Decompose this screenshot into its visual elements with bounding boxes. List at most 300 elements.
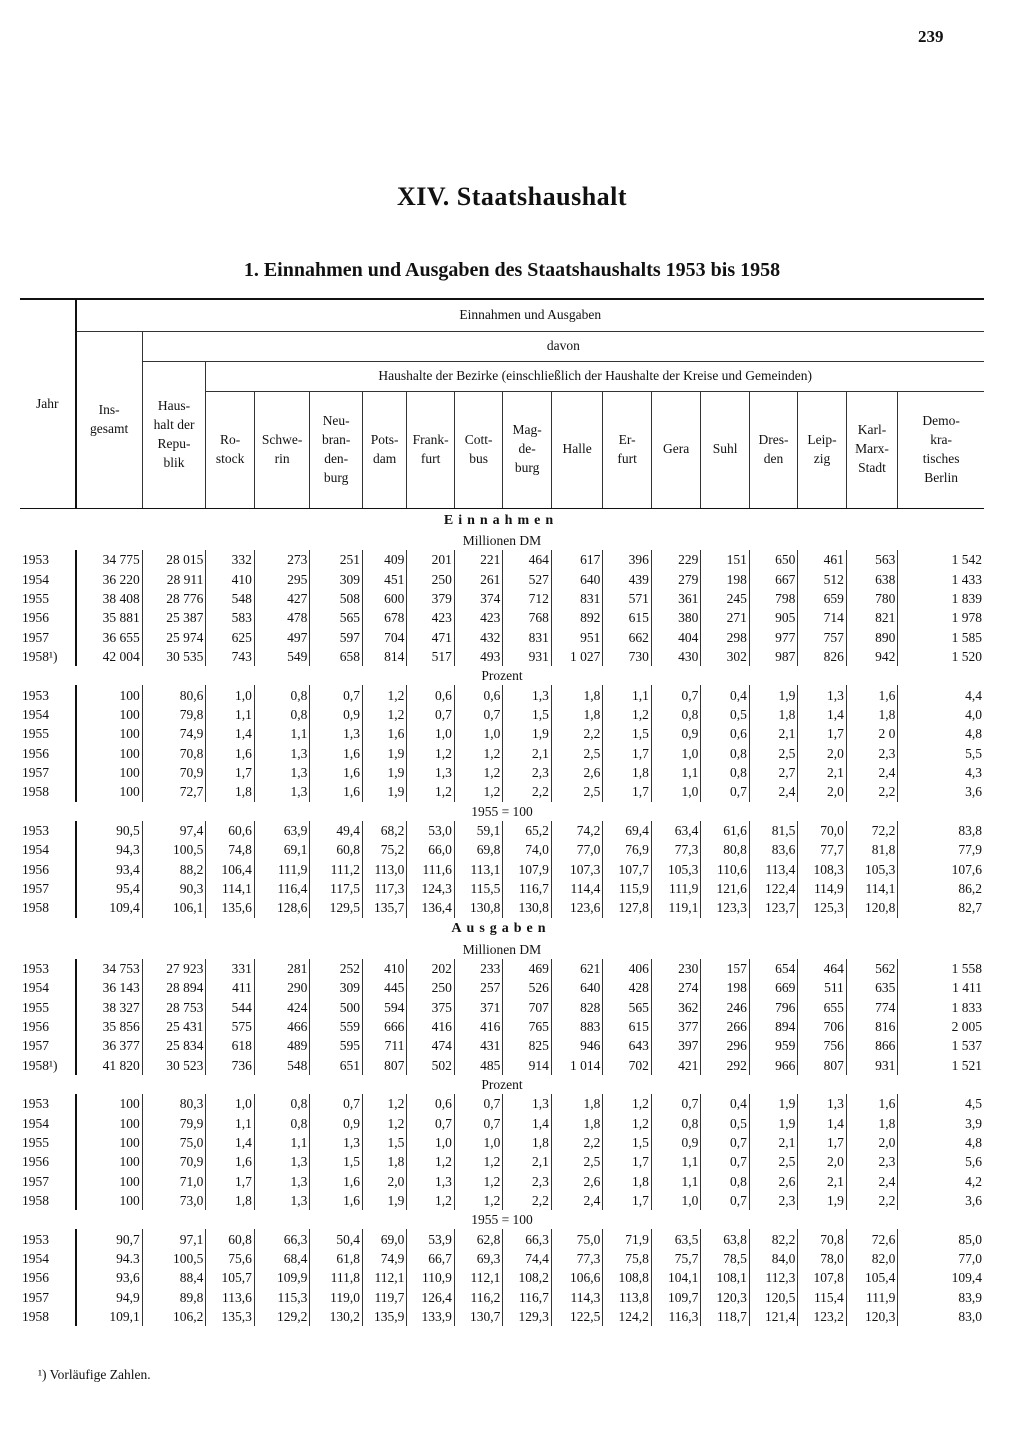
value-cell: 2,1 (749, 724, 797, 743)
value-cell: 70,8 (142, 744, 206, 763)
value-cell: 116,3 (651, 1307, 701, 1326)
value-cell: 105,3 (846, 859, 898, 878)
header-col-rostock: Ro- stock (206, 391, 254, 508)
value-cell: 2,1 (749, 1133, 797, 1152)
value-cell: 0,8 (254, 705, 310, 724)
value-cell: 2,6 (749, 1172, 797, 1191)
value-cell: 245 (701, 589, 749, 608)
value-cell: 90,7 (76, 1229, 143, 1248)
value-cell: 4,0 (898, 705, 984, 724)
value-cell: 107,3 (551, 859, 603, 878)
value-cell: 113,6 (206, 1288, 254, 1307)
value-cell: 78,5 (701, 1249, 749, 1268)
value-cell: 1,1 (254, 1133, 310, 1152)
value-cell: 38 408 (76, 589, 143, 608)
value-cell: 116,7 (503, 879, 551, 898)
value-cell: 296 (701, 1036, 749, 1055)
value-cell: 374 (454, 589, 502, 608)
value-cell: 83,8 (898, 821, 984, 840)
value-cell: 116,4 (254, 879, 310, 898)
value-cell: 130,8 (503, 898, 551, 917)
year-cell: 1955 (22, 726, 49, 742)
value-cell: 594 (362, 997, 406, 1016)
value-cell: 295 (254, 569, 310, 588)
value-cell: 2,4 (846, 1172, 898, 1191)
value-cell: 130,2 (310, 1307, 363, 1326)
value-cell: 0,6 (701, 724, 749, 743)
value-cell: 714 (798, 608, 846, 627)
value-cell: 512 (798, 569, 846, 588)
value-cell: 70,9 (142, 763, 206, 782)
year-cell: 1958 (22, 1309, 49, 1325)
value-cell: 2 0 (846, 724, 898, 743)
value-cell: 730 (603, 647, 651, 666)
value-cell: 2,2 (551, 724, 603, 743)
value-cell: 1,3 (503, 1094, 551, 1113)
value-cell: 34 775 (76, 550, 143, 569)
value-cell: 77,3 (551, 1249, 603, 1268)
value-cell: 1,1 (603, 685, 651, 704)
value-cell: 640 (551, 569, 603, 588)
value-cell: 28 894 (142, 978, 206, 997)
value-cell: 774 (846, 997, 898, 1016)
value-cell: 62,8 (454, 1229, 502, 1248)
value-cell: 621 (551, 959, 603, 978)
value-cell: 120,8 (846, 898, 898, 917)
value-cell: 112,1 (454, 1268, 502, 1287)
value-cell: 1,9 (362, 782, 406, 801)
value-cell: 135,7 (362, 898, 406, 917)
value-cell: 121,6 (701, 879, 749, 898)
value-cell: 28 776 (142, 589, 206, 608)
value-cell: 69,4 (603, 821, 651, 840)
value-cell: 114,9 (798, 879, 846, 898)
value-cell: 25 974 (142, 628, 206, 647)
value-cell: 814 (362, 647, 406, 666)
value-cell: 497 (254, 628, 310, 647)
value-cell: 97,1 (142, 1229, 206, 1248)
value-cell: 946 (551, 1036, 603, 1055)
value-cell: 75,7 (651, 1249, 701, 1268)
table-row (20, 997, 984, 1016)
value-cell: 36 220 (76, 569, 143, 588)
value-cell: 0,8 (651, 705, 701, 724)
value-cell: 109,1 (76, 1307, 143, 1326)
value-cell: 83,6 (749, 840, 797, 859)
table-row (20, 1152, 984, 1171)
value-cell: 549 (254, 647, 310, 666)
year-cell: 1956 (22, 610, 49, 626)
value-cell: 1,3 (254, 1191, 310, 1210)
value-cell: 987 (749, 647, 797, 666)
value-cell: 0,9 (310, 705, 363, 724)
value-cell: 2,2 (503, 1191, 551, 1210)
value-cell: 0,6 (407, 685, 454, 704)
value-cell: 113,1 (454, 859, 502, 878)
value-cell: 250 (407, 978, 454, 997)
value-cell: 825 (503, 1036, 551, 1055)
value-cell: 559 (310, 1017, 363, 1036)
value-cell: 86,2 (898, 879, 984, 898)
table-row (20, 1017, 984, 1036)
year-cell: 1956 (22, 1270, 49, 1286)
value-cell: 0,7 (651, 685, 701, 704)
value-cell: 816 (846, 1017, 898, 1036)
value-cell: 2,1 (503, 744, 551, 763)
value-cell: 4,2 (898, 1172, 984, 1191)
value-cell: 526 (503, 978, 551, 997)
value-cell: 1,7 (603, 782, 651, 801)
value-cell: 2,0 (798, 744, 846, 763)
value-cell: 75,2 (362, 840, 406, 859)
value-cell: 120,5 (749, 1288, 797, 1307)
value-cell: 157 (701, 959, 749, 978)
value-cell: 75,0 (142, 1133, 206, 1152)
value-cell: 1,3 (310, 1133, 363, 1152)
value-cell: 654 (749, 959, 797, 978)
table-row (20, 959, 984, 978)
value-cell: 0,8 (254, 685, 310, 704)
value-cell: 82,2 (749, 1229, 797, 1248)
value-cell: 114,1 (206, 879, 254, 898)
value-cell: 35 881 (76, 608, 143, 627)
value-cell: 3,6 (898, 1191, 984, 1210)
value-cell: 5,6 (898, 1152, 984, 1171)
value-cell: 59,1 (454, 821, 502, 840)
value-cell: 76,9 (603, 840, 651, 859)
unit-label: Prozent (481, 668, 523, 684)
year-cell: 1954 (22, 980, 49, 996)
value-cell: 1,1 (206, 1113, 254, 1132)
value-cell: 251 (310, 550, 363, 569)
table-row (20, 589, 984, 608)
value-cell: 63,9 (254, 821, 310, 840)
value-cell: 0,7 (454, 1094, 502, 1113)
year-cell: 1955 (22, 999, 49, 1015)
year-cell: 1955 (22, 590, 49, 606)
header-col-cottbus: Cott- bus (454, 391, 502, 508)
value-cell: 1,9 (798, 1191, 846, 1210)
value-cell: 493 (454, 647, 502, 666)
value-cell: 82,7 (898, 898, 984, 917)
value-cell: 428 (603, 978, 651, 997)
value-cell: 1,2 (362, 705, 406, 724)
table-row (20, 1094, 984, 1113)
value-cell: 666 (362, 1017, 406, 1036)
value-cell: 2,1 (798, 1172, 846, 1191)
value-cell: 93,4 (76, 859, 143, 878)
value-cell: 2,5 (551, 744, 603, 763)
value-cell: 74,2 (551, 821, 603, 840)
value-cell: 807 (362, 1056, 406, 1075)
value-cell: 77,7 (798, 840, 846, 859)
value-cell: 109,4 (898, 1268, 984, 1287)
value-cell: 563 (846, 550, 898, 569)
value-cell: 571 (603, 589, 651, 608)
table-title: 1. Einnahmen und Ausgaben des Staatshaushalts 1953 bis 1958 (243, 259, 781, 281)
value-cell: 1,6 (846, 685, 898, 704)
year-cell: 1953 (22, 1231, 49, 1247)
value-cell: 2,2 (846, 782, 898, 801)
value-cell: 74,0 (503, 840, 551, 859)
table-row (20, 569, 984, 588)
table-row (20, 1307, 984, 1326)
value-cell: 74,9 (362, 1249, 406, 1268)
value-cell: 1,2 (454, 782, 502, 801)
value-cell: 1,6 (362, 724, 406, 743)
value-cell: 36 655 (76, 628, 143, 647)
value-cell: 1,2 (454, 744, 502, 763)
value-cell: 617 (551, 550, 603, 569)
header-col-berlin: Demo- kra- tisches Berlin (898, 391, 984, 508)
value-cell: 1,1 (651, 763, 701, 782)
value-cell: 68,4 (254, 1249, 310, 1268)
value-cell: 565 (310, 608, 363, 627)
value-cell: 116,7 (503, 1288, 551, 1307)
value-cell: 0,7 (701, 782, 749, 801)
value-cell: 108,2 (503, 1268, 551, 1287)
value-cell: 1,5 (603, 1133, 651, 1152)
value-cell: 112,3 (749, 1268, 797, 1287)
value-cell: 1,2 (603, 1113, 651, 1132)
unit-label: Prozent (481, 1076, 523, 1092)
value-cell: 1,2 (362, 1113, 406, 1132)
value-cell: 1,3 (407, 763, 454, 782)
value-cell: 431 (454, 1036, 502, 1055)
value-cell: 74,9 (142, 724, 206, 743)
value-cell: 1,7 (603, 744, 651, 763)
value-cell: 1,9 (362, 744, 406, 763)
year-cell: 1956 (22, 861, 49, 877)
value-cell: 406 (603, 959, 651, 978)
value-cell: 397 (651, 1036, 701, 1055)
value-cell: 5,5 (898, 744, 984, 763)
value-cell: 27 923 (142, 959, 206, 978)
value-cell: 2,7 (749, 763, 797, 782)
value-cell: 100,5 (142, 1249, 206, 1268)
value-cell: 4,5 (898, 1094, 984, 1113)
value-cell: 828 (551, 997, 603, 1016)
year-cell: 1958 (22, 900, 49, 916)
value-cell: 2,3 (503, 763, 551, 782)
value-cell: 711 (362, 1036, 406, 1055)
value-cell: 1,3 (254, 744, 310, 763)
value-cell: 1,9 (749, 685, 797, 704)
value-cell: 97,4 (142, 821, 206, 840)
value-cell: 1 433 (898, 569, 984, 588)
header-col-insgesamt: Ins- gesamt (76, 331, 143, 508)
value-cell: 1,0 (454, 724, 502, 743)
year-cell: 1955 (22, 1134, 49, 1150)
value-cell: 63,4 (651, 821, 701, 840)
value-cell: 104,1 (651, 1268, 701, 1287)
value-cell: 1,8 (846, 705, 898, 724)
value-cell: 757 (798, 628, 846, 647)
value-cell: 3,6 (898, 782, 984, 801)
value-cell: 107,6 (898, 859, 984, 878)
value-cell: 53,0 (407, 821, 454, 840)
header-col-leipzig: Leip- zig (798, 391, 846, 508)
value-cell: 124,3 (407, 879, 454, 898)
value-cell: 80,6 (142, 685, 206, 704)
value-cell: 0,8 (254, 1113, 310, 1132)
table-row (20, 763, 984, 782)
value-cell: 100 (76, 744, 143, 763)
value-cell: 500 (310, 997, 363, 1016)
value-cell: 430 (651, 647, 701, 666)
value-cell: 635 (846, 978, 898, 997)
value-cell: 61,8 (310, 1249, 363, 1268)
value-cell: 100,5 (142, 840, 206, 859)
value-cell: 41 820 (76, 1056, 143, 1075)
header-davon: davon (142, 331, 984, 361)
value-cell: 1,1 (651, 1152, 701, 1171)
value-cell: 71,9 (603, 1229, 651, 1248)
value-cell: 80,3 (142, 1094, 206, 1113)
header-einnahmen-und-ausgaben: Einnahmen und Ausgaben (76, 300, 984, 331)
value-cell: 565 (603, 997, 651, 1016)
value-cell: 35 856 (76, 1017, 143, 1036)
value-cell: 1,9 (362, 1191, 406, 1210)
value-cell: 111,2 (310, 859, 363, 878)
value-cell: 119,0 (310, 1288, 363, 1307)
value-cell: 281 (254, 959, 310, 978)
value-cell: 466 (254, 1017, 310, 1036)
value-cell: 1,4 (206, 1133, 254, 1152)
value-cell: 50,4 (310, 1229, 363, 1248)
value-cell: 702 (603, 1056, 651, 1075)
footnote: ¹) Vorläufige Zahlen. (38, 1367, 151, 1382)
value-cell: 0,7 (651, 1094, 701, 1113)
value-cell: 1,7 (206, 763, 254, 782)
value-cell: 2,3 (749, 1191, 797, 1210)
value-cell: 704 (362, 628, 406, 647)
value-cell: 0,8 (701, 744, 749, 763)
value-cell: 332 (206, 550, 254, 569)
value-cell: 88,2 (142, 859, 206, 878)
value-cell: 423 (407, 608, 454, 627)
value-cell: 527 (503, 569, 551, 588)
value-cell: 511 (798, 978, 846, 997)
value-cell: 1,3 (407, 1172, 454, 1191)
value-cell: 108,3 (798, 859, 846, 878)
unit-row (20, 1210, 984, 1229)
unit-row (20, 1075, 984, 1094)
value-cell: 618 (206, 1036, 254, 1055)
value-cell: 84,0 (749, 1249, 797, 1268)
value-cell: 1,6 (310, 782, 363, 801)
value-cell: 118,7 (701, 1307, 749, 1326)
value-cell: 298 (701, 628, 749, 647)
page-number: 239 (918, 27, 944, 46)
value-cell: 121,4 (749, 1307, 797, 1326)
value-cell: 113,4 (749, 859, 797, 878)
value-cell: 1,6 (310, 1191, 363, 1210)
table-body (20, 509, 984, 1326)
value-cell: 471 (407, 628, 454, 647)
value-cell: 2,0 (362, 1172, 406, 1191)
data-table (20, 509, 984, 1326)
value-cell: 562 (846, 959, 898, 978)
value-cell: 1,0 (651, 744, 701, 763)
value-cell: 106,1 (142, 898, 206, 917)
table-row (20, 1191, 984, 1210)
value-cell: 72,2 (846, 821, 898, 840)
value-cell: 583 (206, 608, 254, 627)
value-cell: 129,3 (503, 1307, 551, 1326)
value-cell: 1,6 (846, 1094, 898, 1113)
value-cell: 309 (310, 978, 363, 997)
value-cell: 135,6 (206, 898, 254, 917)
section-title: Einnahmen (443, 512, 559, 528)
chapter-title: XIV. Staatshaushalt (396, 182, 628, 211)
value-cell: 94,3 (76, 840, 143, 859)
table-row (20, 647, 984, 666)
value-cell: 650 (749, 550, 797, 569)
value-cell: 128,6 (254, 898, 310, 917)
value-cell: 117,3 (362, 879, 406, 898)
value-cell: 379 (407, 589, 454, 608)
value-cell: 1,3 (254, 1172, 310, 1191)
value-cell: 0,7 (454, 1113, 502, 1132)
value-cell: 72,7 (142, 782, 206, 801)
value-cell: 135,9 (362, 1307, 406, 1326)
value-cell: 198 (701, 569, 749, 588)
value-cell: 100 (76, 685, 143, 704)
value-cell: 198 (701, 978, 749, 997)
value-cell: 1,2 (407, 744, 454, 763)
value-cell: 119,7 (362, 1288, 406, 1307)
section-title-row (20, 918, 984, 940)
value-cell: 796 (749, 997, 797, 1016)
value-cell: 72,6 (846, 1229, 898, 1248)
year-cell: 1957 (22, 765, 49, 781)
value-cell: 1,6 (310, 763, 363, 782)
value-cell: 100 (76, 1152, 143, 1171)
value-cell: 113,0 (362, 859, 406, 878)
year-cell: 1954 (22, 842, 49, 858)
value-cell: 411 (206, 978, 254, 997)
year-cell: 1958¹) (22, 1057, 58, 1073)
value-cell: 95,4 (76, 879, 143, 898)
value-cell: 780 (846, 589, 898, 608)
value-cell: 42 004 (76, 647, 143, 666)
value-cell: 1,1 (651, 1172, 701, 1191)
value-cell: 4,3 (898, 763, 984, 782)
value-cell: 0,9 (310, 1113, 363, 1132)
value-cell: 464 (503, 550, 551, 569)
table-row (20, 859, 984, 878)
value-cell: 331 (206, 959, 254, 978)
value-cell: 416 (454, 1017, 502, 1036)
value-cell: 221 (454, 550, 502, 569)
value-cell: 0,7 (407, 1113, 454, 1132)
value-cell: 266 (701, 1017, 749, 1036)
value-cell: 0,7 (701, 1191, 749, 1210)
value-cell: 2 005 (898, 1017, 984, 1036)
value-cell: 123,7 (749, 898, 797, 917)
table-row (20, 898, 984, 917)
header-col-dresden: Dres- den (749, 391, 797, 508)
value-cell: 821 (846, 608, 898, 627)
table-row (20, 1172, 984, 1191)
value-cell: 0,7 (310, 1094, 363, 1113)
value-cell: 250 (407, 569, 454, 588)
value-cell: 1 521 (898, 1056, 984, 1075)
header-col-halle: Halle (551, 391, 603, 508)
value-cell: 2,4 (846, 763, 898, 782)
value-cell: 1 978 (898, 608, 984, 627)
